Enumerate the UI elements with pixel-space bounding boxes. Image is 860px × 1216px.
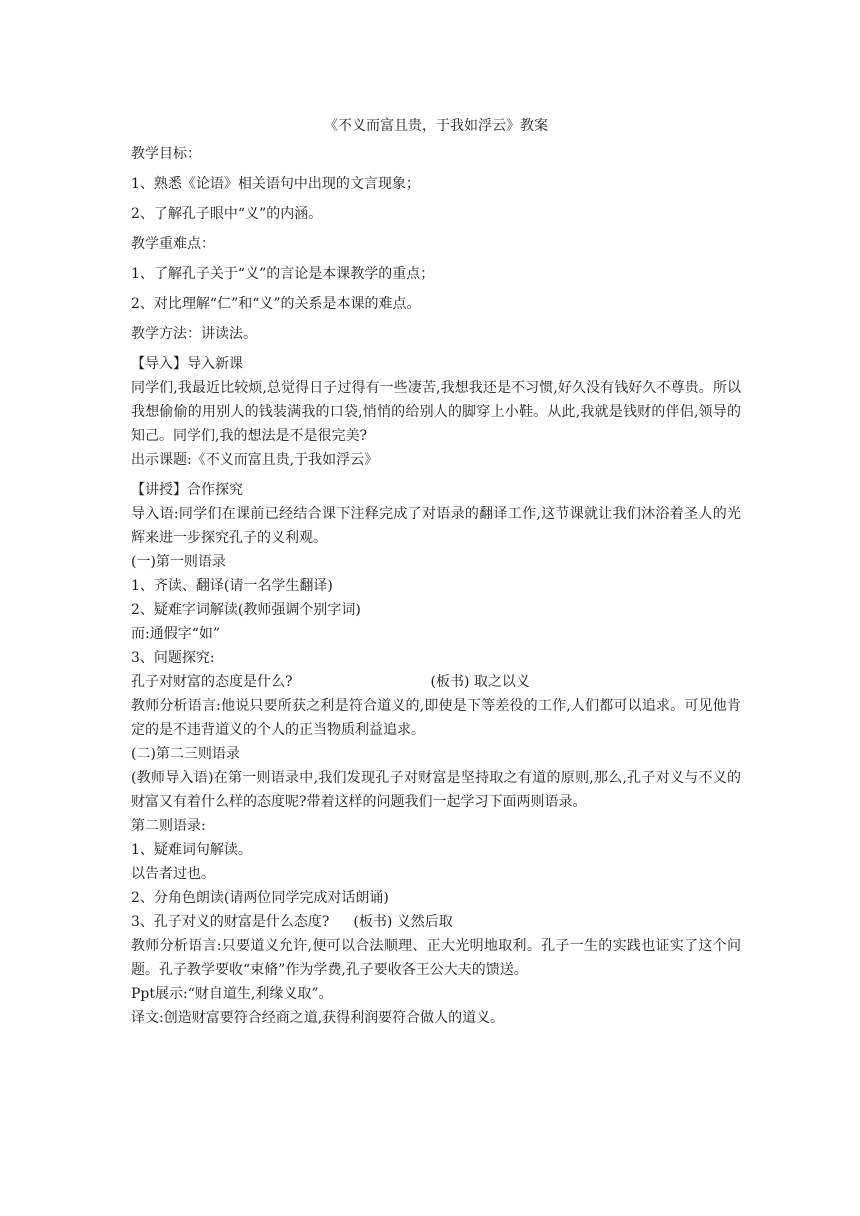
analysis-paragraph: 教师分析语言:他说只要所获之利是符合道义的,即使是下等差役的工作,人们都可以追求。可见他肯定的是不违背道义的个人的正当物质利益追求。 <box>131 698 741 738</box>
keypoint-item: 1、了解孔子关于“义”的言论是本课教学的重点； <box>131 266 435 282</box>
translation-line: 译文:创造财富要符合经商之道,获得利润要符合做人的道义。 <box>131 1010 505 1026</box>
question-text: 3、孔子对义的财富是什么态度? <box>131 914 330 930</box>
ppt-line: Ppt展示:“财自道生,利缘义取”。 <box>131 986 333 1002</box>
step-item: 1、齐读、翻译(请一名学生翻译) <box>131 578 333 594</box>
analysis-paragraph: 教师分析语言:只要道义允许,便可以合法顺理、正大光明地取利。孔子一生的实践也证实了这个问题。孔子教学要收“束脩”作为学费,孔子要收各王公大夫的馈送。 <box>131 938 741 978</box>
document-body <box>131 114 741 1030</box>
teaching-method: 教学方法：讲读法。 <box>131 326 257 342</box>
keypoint-item: 2、对比理解“仁”和“义”的关系是本课的难点。 <box>131 296 421 312</box>
keypoints-heading: 教学重难点： <box>131 236 215 252</box>
intro-paragraph: 同学们,我最近比较烦,总觉得日子过得有一些凄苦,我想我还是不习惯,好久没有钱好久不尊贵。所以我想偷偷的用别人的钱装满我的口袋,悄悄的给别人的脚穿上小鞋。从此,我就是钱财的伴侣,领导的知己。同学们,我的想法是不是很完美? <box>131 380 741 444</box>
objectives-heading: 教学目标： <box>131 146 201 162</box>
section-lead-paragraph: (教师导入语)在第一则语录中,我们发现孔子对财富是坚持取之有道的原则,那么,孔子对义与不义的财富又有着什么样的态度呢?带着这样的问题我们一起学习下面两则语录。 <box>131 770 741 810</box>
intro-heading: 【导入】导入新课 <box>131 356 243 372</box>
sub-heading: 第二则语录: <box>131 818 206 834</box>
note-line: 而:通假字“如” <box>131 626 221 642</box>
question-line <box>131 910 741 934</box>
teach-heading: 【讲授】合作探究 <box>131 482 243 498</box>
objective-item: 2、了解孔子眼中“义”的内涵。 <box>131 206 323 222</box>
phrase-line: 以告者过也。 <box>131 866 215 882</box>
step-item: 2、疑难字词解读(教师强调个别字词) <box>131 602 361 618</box>
step-item: 1、疑难词句解读。 <box>131 842 252 858</box>
lead-paragraph: 导入语:同学们在课前已经结合课下注释完成了对语录的翻译工作,这节课就让我们沐浴着圣人的光辉来进一步探究孔子的义利观。 <box>131 506 741 546</box>
board-note: (板书) 义然后取 <box>353 914 453 930</box>
board-note: (板书) 取之以义 <box>430 674 530 690</box>
step-item: 3、问题探究: <box>131 650 215 666</box>
question-text: 孔子对财富的态度是什么? <box>131 674 293 690</box>
topic-line: 出示课题:《不义而富且贵,于我如浮云》 <box>131 452 379 468</box>
question-line <box>131 670 741 694</box>
objective-item: 1、熟悉《论语》相关语句中出现的文言现象； <box>131 176 420 192</box>
step-item: 2、分角色朗读(请两位同学完成对话朗诵) <box>131 890 389 906</box>
section-heading: (一)第一则语录 <box>131 554 226 570</box>
section-heading: (二)第二三则语录 <box>131 746 240 762</box>
document-title: 《不义而富且贵，于我如浮云》教案 <box>324 118 548 134</box>
